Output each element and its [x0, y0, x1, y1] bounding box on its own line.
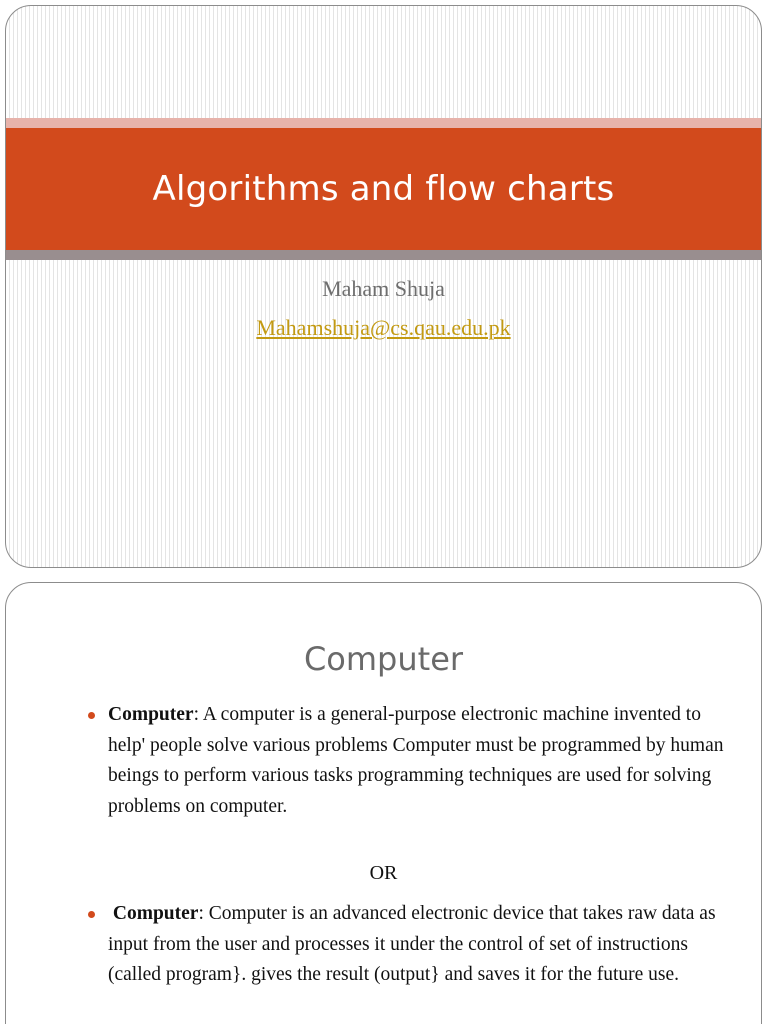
gray-accent-stripe	[6, 250, 761, 260]
pink-accent-stripe	[6, 118, 761, 128]
bullet-dot-icon	[88, 712, 95, 719]
bullet-text: : A computer is a general-purpose electronic machine invented to help' people solve various problems Computer must be programmed by human beings to perform various tasks programming techniques are used for solving problems on computer.	[108, 704, 724, 817]
slide-title: Algorithms and flow charts	[152, 169, 615, 209]
bullet-text: : Computer is an advanced electronic device that takes raw data as input from the user and processes it under the control of set of instructions (called program}. gives the result (output} and saves it for the future use.	[108, 903, 716, 985]
title-band	[6, 128, 761, 250]
bullet-term: Computer	[112, 903, 199, 924]
title-slide	[5, 5, 762, 568]
author-name: Maham Shuja	[322, 276, 445, 301]
bullet-dot-icon	[88, 911, 95, 918]
bullet-item	[108, 899, 730, 991]
bullet-item	[108, 700, 730, 822]
or-separator: OR	[369, 862, 398, 884]
slide-heading: Computer	[303, 640, 464, 678]
author-email-link[interactable]: Mahamshuja@cs.qau.edu.pk	[256, 315, 511, 340]
bullet-term: Computer	[108, 704, 194, 725]
content-slide	[5, 582, 762, 1024]
